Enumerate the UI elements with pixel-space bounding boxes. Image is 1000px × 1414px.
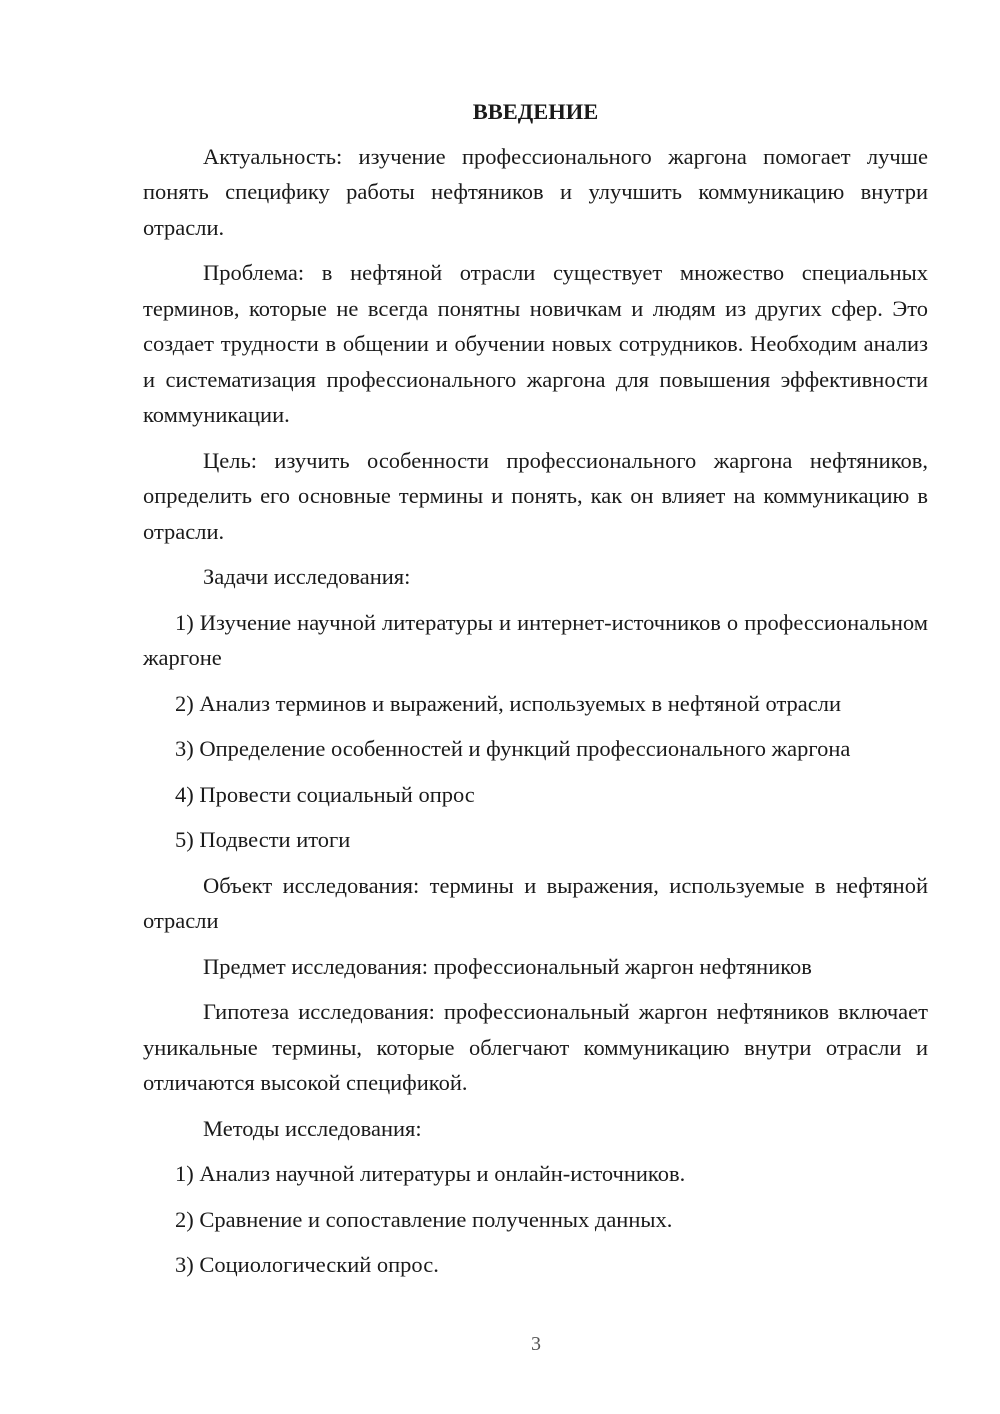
methods-heading: Методы исследования:: [203, 1115, 422, 1141]
problem-paragraph: Проблема: в нефтяной отрасли существует множество специальных терминов, которые не всегда понятны новичкам и людям из других сфер. Это создает трудности в общении и обучении новых сотрудников. Необходим анализ и систематизация профессионального жаргона для повышения эффективности коммуникации.: [143, 260, 928, 427]
task-item: 4) Провести социальный опрос: [175, 781, 475, 807]
task-item: 5) Подвести итоги: [175, 827, 351, 852]
task-item: 1) Изучение научной литературы и интернет-источников о профессиональном жаргоне: [143, 609, 928, 670]
task-item: 3) Определение особенностей и функций профессионального жаргона: [175, 736, 851, 761]
method-item: 3) Социологический опрос.: [175, 1252, 439, 1277]
goal-paragraph: Цель: изучить особенности профессионального жаргона нефтяников, определить его основные термины и понять, как он влияет на коммуникацию в отрасли.: [143, 447, 928, 544]
hypothesis-paragraph: Гипотеза исследования: профессиональный жаргон нефтяников включает уникальные термины, которые облегчают коммуникацию внутри отрасли и отличаются высокой спецификой.: [143, 999, 928, 1095]
tasks-list: [143, 605, 928, 858]
subject-paragraph: Предмет исследования: профессиональный жаргон нефтяников: [203, 953, 812, 979]
method-item: 2) Сравнение и сопоставление полученных данных.: [175, 1206, 673, 1232]
method-item: 1) Анализ научной литературы и онлайн-источников.: [175, 1161, 686, 1186]
task-item: 2) Анализ терминов и выражений, используемых в нефтяной отрасли: [175, 690, 842, 716]
tasks-heading: Задачи исследования:: [203, 564, 411, 589]
object-paragraph: Объект исследования: термины и выражения, используемые в нефтяной отрасли: [143, 872, 928, 933]
methods-list: [143, 1156, 928, 1283]
page-number: 3: [531, 1333, 541, 1355]
relevance-paragraph: Актуальность: изучение профессионального жаргона помогает лучше понять специфику работы нефтяников и улучшить коммуникацию внутри отрасли.: [143, 143, 928, 240]
document-page: [143, 94, 928, 1293]
section-title: ВВЕДЕНИЕ: [472, 99, 599, 124]
